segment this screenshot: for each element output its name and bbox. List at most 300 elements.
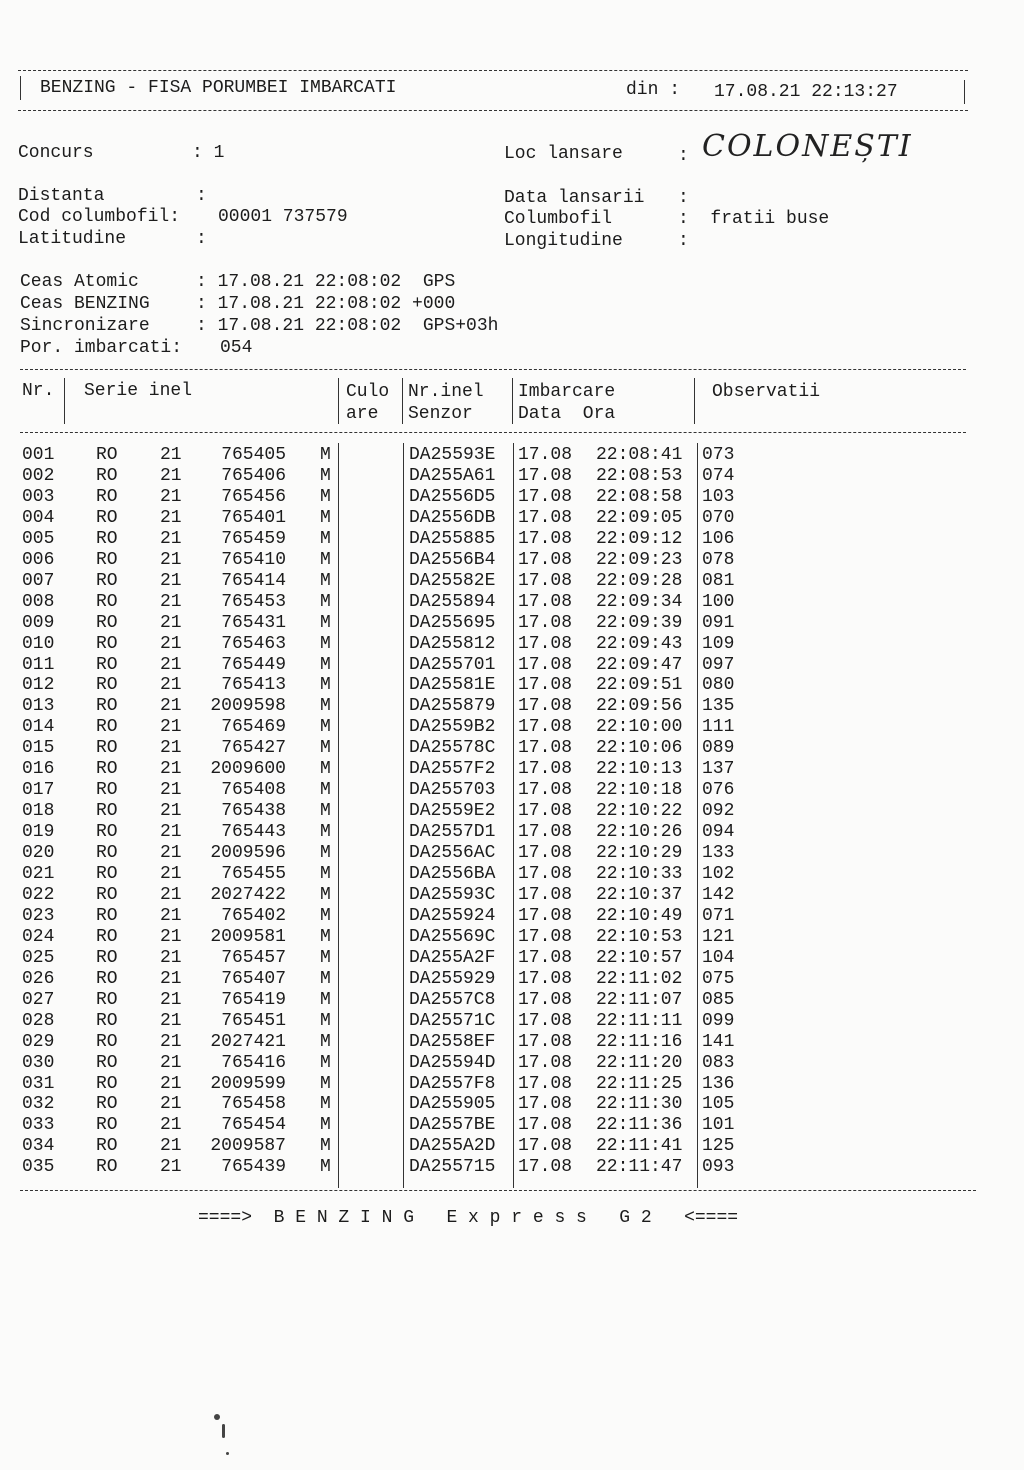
row-sensor-id: DA2558EF [409, 1031, 496, 1052]
row-nr: 023 [22, 905, 55, 926]
row-nr: 031 [22, 1073, 55, 1094]
row-sensor-id: DA25569C [409, 926, 496, 947]
row-ring-number: 765454 [221, 1115, 286, 1136]
row-sensor-id: DA255A2D [409, 1136, 496, 1157]
table-row [0, 822, 1024, 843]
row-year: 21 [160, 717, 182, 738]
row-date: 17.08 [518, 445, 573, 465]
row-country: RO [96, 884, 118, 905]
row-sensor-id: DA2556D5 [409, 486, 496, 507]
col-header-data-ora: Data Ora [518, 404, 616, 424]
row-nr: 032 [22, 1094, 55, 1115]
row-time: 22:10:29 [596, 843, 683, 864]
row-nr: 009 [22, 612, 55, 633]
row-sex: M [320, 738, 331, 759]
row-year: 21 [160, 1073, 182, 1094]
table-top-rule [20, 369, 966, 370]
row-nr: 004 [22, 507, 55, 528]
row-observation: 071 [702, 905, 735, 926]
row-sensor-id: DA2556DB [409, 507, 496, 528]
row-year: 21 [160, 633, 182, 654]
table-row [0, 508, 1024, 529]
row-time: 22:11:07 [596, 989, 683, 1010]
header-divider [402, 378, 403, 424]
header-divider [512, 378, 513, 424]
columbofil-label: Columbofil [504, 209, 613, 229]
row-time: 22:11:47 [596, 1157, 683, 1178]
row-country: RO [96, 1031, 118, 1052]
row-sex: M [320, 696, 331, 717]
document-title: BENZING - FISA PORUMBEI IMBARCATI [40, 78, 397, 98]
row-observation: 101 [702, 1115, 735, 1136]
row-country: RO [96, 947, 118, 968]
table-row [0, 696, 1024, 717]
row-time: 22:10:53 [596, 926, 683, 947]
row-year: 21 [160, 528, 182, 549]
table-bottom-rule [20, 1190, 976, 1191]
row-ring-number: 765469 [221, 717, 286, 738]
header-bottom-rule [18, 110, 968, 111]
row-ring-number: 765406 [221, 465, 286, 486]
ceas-benzing-value: : 17.08.21 22:08:02 +000 [196, 294, 456, 314]
row-time: 22:08:41 [596, 445, 683, 465]
row-year: 21 [160, 738, 182, 759]
row-sex: M [320, 780, 331, 801]
row-ring-number: 765456 [221, 486, 286, 507]
row-nr: 019 [22, 822, 55, 843]
row-sensor-id: DA2556B4 [409, 549, 496, 570]
row-ring-number: 765405 [221, 445, 286, 465]
row-observation: 099 [702, 1010, 735, 1031]
row-country: RO [96, 759, 118, 780]
row-date: 17.08 [518, 884, 573, 905]
table-row [0, 990, 1024, 1011]
cod-columbofil-label: Cod columbofil: [18, 207, 181, 227]
row-year: 21 [160, 864, 182, 884]
row-date: 17.08 [518, 905, 573, 926]
row-time: 22:11:25 [596, 1073, 683, 1094]
row-nr: 002 [22, 465, 55, 486]
row-ring-number: 2027421 [210, 1031, 286, 1052]
row-date: 17.08 [518, 570, 573, 591]
row-sensor-id: DA25581E [409, 675, 496, 696]
row-country: RO [96, 465, 118, 486]
row-sex: M [320, 445, 331, 465]
row-country: RO [96, 905, 118, 926]
row-date: 17.08 [518, 465, 573, 486]
table-row [0, 948, 1024, 969]
row-country: RO [96, 507, 118, 528]
row-sensor-id: DA2559E2 [409, 801, 496, 822]
row-year: 21 [160, 675, 182, 696]
row-nr: 026 [22, 968, 55, 989]
row-time: 22:09:51 [596, 675, 683, 696]
loc-lansare-label: Loc lansare [504, 144, 623, 164]
row-observation: 141 [702, 1031, 735, 1052]
row-country: RO [96, 822, 118, 843]
row-sex: M [320, 1031, 331, 1052]
row-date: 17.08 [518, 1157, 573, 1178]
row-nr: 033 [22, 1115, 55, 1136]
longitudine-label: Longitudine [504, 231, 623, 251]
row-country: RO [96, 445, 118, 465]
row-ring-number: 2009598 [210, 696, 286, 717]
row-sex: M [320, 1073, 331, 1094]
row-time: 22:10:00 [596, 717, 683, 738]
row-year: 21 [160, 884, 182, 905]
row-sex: M [320, 549, 331, 570]
row-sex: M [320, 822, 331, 843]
row-ring-number: 765419 [221, 989, 286, 1010]
row-nr: 030 [22, 1052, 55, 1073]
data-lansarii-value: : [678, 188, 689, 208]
row-nr: 035 [22, 1157, 55, 1178]
table-row [0, 864, 1024, 885]
row-sensor-id: DA255929 [409, 968, 496, 989]
row-ring-number: 765431 [221, 612, 286, 633]
row-ring-number: 2009581 [210, 926, 286, 947]
row-time: 22:10:18 [596, 780, 683, 801]
longitudine-value: : [678, 231, 689, 251]
row-sensor-id: DA2557F8 [409, 1073, 496, 1094]
row-nr: 003 [22, 486, 55, 507]
row-country: RO [96, 1115, 118, 1136]
col-header-nr-inel: Nr.inel [408, 382, 484, 402]
table-header-rule [20, 432, 966, 433]
row-time: 22:10:33 [596, 864, 683, 884]
row-ring-number: 2009600 [210, 759, 286, 780]
row-time: 22:11:20 [596, 1052, 683, 1073]
row-sex: M [320, 654, 331, 675]
row-nr: 016 [22, 759, 55, 780]
row-time: 22:11:16 [596, 1031, 683, 1052]
sincronizare-value: : 17.08.21 22:08:02 GPS+03h [196, 316, 499, 336]
row-date: 17.08 [518, 1031, 573, 1052]
row-nr: 021 [22, 864, 55, 884]
row-sensor-id: DA255924 [409, 905, 496, 926]
col-header-senzor: Senzor [408, 404, 473, 424]
table-row [0, 613, 1024, 634]
row-country: RO [96, 696, 118, 717]
row-sex: M [320, 717, 331, 738]
row-time: 22:08:53 [596, 465, 683, 486]
row-year: 21 [160, 486, 182, 507]
por-imbarcati-value: 054 [220, 338, 253, 358]
row-country: RO [96, 486, 118, 507]
loc-lansare-colon: : [678, 146, 689, 166]
row-date: 17.08 [518, 759, 573, 780]
row-country: RO [96, 1157, 118, 1178]
row-year: 21 [160, 1157, 182, 1178]
row-date: 17.08 [518, 717, 573, 738]
table-row [0, 801, 1024, 822]
row-sex: M [320, 486, 331, 507]
row-time: 22:09:47 [596, 654, 683, 675]
col-header-observatii: Observatii [712, 382, 821, 402]
row-year: 21 [160, 445, 182, 465]
row-observation: 089 [702, 738, 735, 759]
row-year: 21 [160, 465, 182, 486]
row-year: 21 [160, 1115, 182, 1136]
table-row [0, 655, 1024, 676]
row-time: 22:09:23 [596, 549, 683, 570]
row-country: RO [96, 1136, 118, 1157]
table-row [0, 571, 1024, 592]
row-nr: 012 [22, 675, 55, 696]
row-date: 17.08 [518, 1073, 573, 1094]
row-sex: M [320, 1094, 331, 1115]
row-time: 22:10:57 [596, 947, 683, 968]
concurs-value: : 1 [192, 143, 225, 163]
row-ring-number: 765455 [221, 864, 286, 884]
row-ring-number: 765402 [221, 905, 286, 926]
col-header-nr: Nr. [22, 381, 55, 401]
table-row [0, 885, 1024, 906]
row-ring-number: 765439 [221, 1157, 286, 1178]
row-nr: 028 [22, 1010, 55, 1031]
row-ring-number: 2009587 [210, 1136, 286, 1157]
row-nr: 020 [22, 843, 55, 864]
row-country: RO [96, 1010, 118, 1031]
table-row [0, 445, 1024, 466]
table-row [0, 634, 1024, 655]
row-year: 21 [160, 905, 182, 926]
table-row [0, 675, 1024, 696]
row-time: 22:09:28 [596, 570, 683, 591]
row-sex: M [320, 864, 331, 884]
row-date: 17.08 [518, 549, 573, 570]
row-sex: M [320, 1115, 331, 1136]
row-ring-number: 765416 [221, 1052, 286, 1073]
concurs-label: Concurs [18, 143, 94, 163]
row-country: RO [96, 989, 118, 1010]
row-sex: M [320, 1136, 331, 1157]
row-observation: 094 [702, 822, 735, 843]
row-nr: 018 [22, 801, 55, 822]
row-observation: 075 [702, 968, 735, 989]
row-time: 22:08:58 [596, 486, 683, 507]
row-nr: 014 [22, 717, 55, 738]
row-sensor-id: DA255695 [409, 612, 496, 633]
row-observation: 085 [702, 989, 735, 1010]
table-row [0, 466, 1024, 487]
row-sex: M [320, 570, 331, 591]
print-datetime: 17.08.21 22:13:27 [714, 82, 898, 102]
table-row [0, 487, 1024, 508]
row-nr: 027 [22, 989, 55, 1010]
footer-brand: ====> B E N Z I N G E x p r e s s G 2 <==== [198, 1208, 739, 1228]
row-time: 22:10:22 [596, 801, 683, 822]
row-time: 22:11:41 [596, 1136, 683, 1157]
row-year: 21 [160, 801, 182, 822]
row-time: 22:09:39 [596, 612, 683, 633]
row-observation: 125 [702, 1136, 735, 1157]
row-country: RO [96, 528, 118, 549]
row-sensor-id: DA25593E [409, 445, 496, 465]
row-date: 17.08 [518, 968, 573, 989]
ceas-atomic-label: Ceas Atomic [20, 272, 139, 292]
row-year: 21 [160, 612, 182, 633]
header-left-bar [20, 76, 21, 100]
row-nr: 029 [22, 1031, 55, 1052]
row-year: 21 [160, 1031, 182, 1052]
header-top-rule [18, 70, 968, 71]
row-ring-number: 765410 [221, 549, 286, 570]
row-date: 17.08 [518, 612, 573, 633]
header-right-bar [964, 80, 965, 104]
row-sensor-id: DA255885 [409, 528, 496, 549]
col-header-imbarcare: Imbarcare [518, 382, 616, 402]
row-nr: 013 [22, 696, 55, 717]
row-ring-number: 765458 [221, 1094, 286, 1115]
row-observation: 092 [702, 801, 735, 822]
row-country: RO [96, 864, 118, 884]
col-header-serie-inel: Serie inel [84, 381, 193, 401]
row-date: 17.08 [518, 486, 573, 507]
row-sex: M [320, 1052, 331, 1073]
row-sex: M [320, 1010, 331, 1031]
row-observation: 076 [702, 780, 735, 801]
row-sensor-id: DA255701 [409, 654, 496, 675]
row-sex: M [320, 1157, 331, 1178]
row-date: 17.08 [518, 507, 573, 528]
row-sensor-id: DA2557C8 [409, 989, 496, 1010]
table-row [0, 780, 1024, 801]
row-date: 17.08 [518, 654, 573, 675]
row-year: 21 [160, 759, 182, 780]
row-date: 17.08 [518, 947, 573, 968]
row-country: RO [96, 654, 118, 675]
row-observation: 074 [702, 465, 735, 486]
row-ring-number: 2009596 [210, 843, 286, 864]
row-date: 17.08 [518, 528, 573, 549]
scan-speck [222, 1424, 225, 1438]
ceas-atomic-value: : 17.08.21 22:08:02 GPS [196, 272, 456, 292]
row-sensor-id: DA255879 [409, 696, 496, 717]
row-ring-number: 765407 [221, 968, 286, 989]
row-country: RO [96, 1052, 118, 1073]
row-sensor-id: DA255715 [409, 1157, 496, 1178]
latitudine-label: Latitudine [18, 229, 127, 249]
row-observation: 104 [702, 947, 735, 968]
row-year: 21 [160, 591, 182, 612]
row-year: 21 [160, 989, 182, 1010]
row-sensor-id: DA2557BE [409, 1115, 496, 1136]
row-nr: 017 [22, 780, 55, 801]
row-date: 17.08 [518, 738, 573, 759]
row-observation: 080 [702, 675, 735, 696]
row-sensor-id: DA255894 [409, 591, 496, 612]
row-country: RO [96, 549, 118, 570]
row-year: 21 [160, 507, 182, 528]
row-sensor-id: DA25571C [409, 1010, 496, 1031]
row-sensor-id: DA25594D [409, 1052, 496, 1073]
table-row [0, 717, 1024, 738]
row-country: RO [96, 801, 118, 822]
row-date: 17.08 [518, 675, 573, 696]
row-year: 21 [160, 1094, 182, 1115]
row-year: 21 [160, 1052, 182, 1073]
row-sex: M [320, 675, 331, 696]
row-ring-number: 765443 [221, 822, 286, 843]
row-sex: M [320, 612, 331, 633]
table-row [0, 969, 1024, 990]
row-observation: 136 [702, 1073, 735, 1094]
row-time: 22:11:36 [596, 1115, 683, 1136]
header-divider [64, 378, 65, 424]
row-ring-number: 765401 [221, 507, 286, 528]
row-country: RO [96, 612, 118, 633]
ceas-benzing-label: Ceas BENZING [20, 294, 150, 314]
table-row [0, 843, 1024, 864]
table-row [0, 550, 1024, 571]
row-year: 21 [160, 1136, 182, 1157]
row-date: 17.08 [518, 864, 573, 884]
row-nr: 008 [22, 591, 55, 612]
row-sensor-id: DA2557D1 [409, 822, 496, 843]
row-ring-number: 2009599 [210, 1073, 286, 1094]
row-sex: M [320, 926, 331, 947]
row-sensor-id: DA2556AC [409, 843, 496, 864]
sincronizare-label: Sincronizare [20, 316, 150, 336]
row-sex: M [320, 905, 331, 926]
row-ring-number: 765414 [221, 570, 286, 591]
row-sensor-id: DA2559B2 [409, 717, 496, 738]
row-nr: 005 [22, 528, 55, 549]
row-time: 22:10:49 [596, 905, 683, 926]
row-year: 21 [160, 1010, 182, 1031]
row-date: 17.08 [518, 1052, 573, 1073]
row-observation: 102 [702, 864, 735, 884]
row-country: RO [96, 717, 118, 738]
row-ring-number: 2027422 [210, 884, 286, 905]
table-row [0, 529, 1024, 550]
row-time: 22:09:12 [596, 528, 683, 549]
row-country: RO [96, 675, 118, 696]
row-country: RO [96, 843, 118, 864]
row-sex: M [320, 884, 331, 905]
row-date: 17.08 [518, 1010, 573, 1031]
row-date: 17.08 [518, 591, 573, 612]
row-ring-number: 765457 [221, 947, 286, 968]
row-date: 17.08 [518, 633, 573, 654]
row-sensor-id: DA255A2F [409, 947, 496, 968]
row-nr: 006 [22, 549, 55, 570]
row-year: 21 [160, 947, 182, 968]
row-year: 21 [160, 780, 182, 801]
col-header-culoare-1: Culo [346, 382, 390, 402]
row-sensor-id: DA25578C [409, 738, 496, 759]
row-nr: 022 [22, 884, 55, 905]
row-nr: 024 [22, 926, 55, 947]
row-sex: M [320, 801, 331, 822]
distanta-label: Distanta [18, 186, 105, 206]
row-ring-number: 765451 [221, 1010, 286, 1031]
row-observation: 078 [702, 549, 735, 570]
row-observation: 091 [702, 612, 735, 633]
cod-columbofil-value: 00001 737579 [218, 207, 348, 227]
row-time: 22:10:26 [596, 822, 683, 843]
row-observation: 133 [702, 843, 735, 864]
row-date: 17.08 [518, 1136, 573, 1157]
row-nr: 025 [22, 947, 55, 968]
row-observation: 137 [702, 759, 735, 780]
row-country: RO [96, 780, 118, 801]
table-row [0, 1136, 1024, 1157]
row-ring-number: 765408 [221, 780, 286, 801]
table-row [0, 1157, 1024, 1178]
row-year: 21 [160, 822, 182, 843]
